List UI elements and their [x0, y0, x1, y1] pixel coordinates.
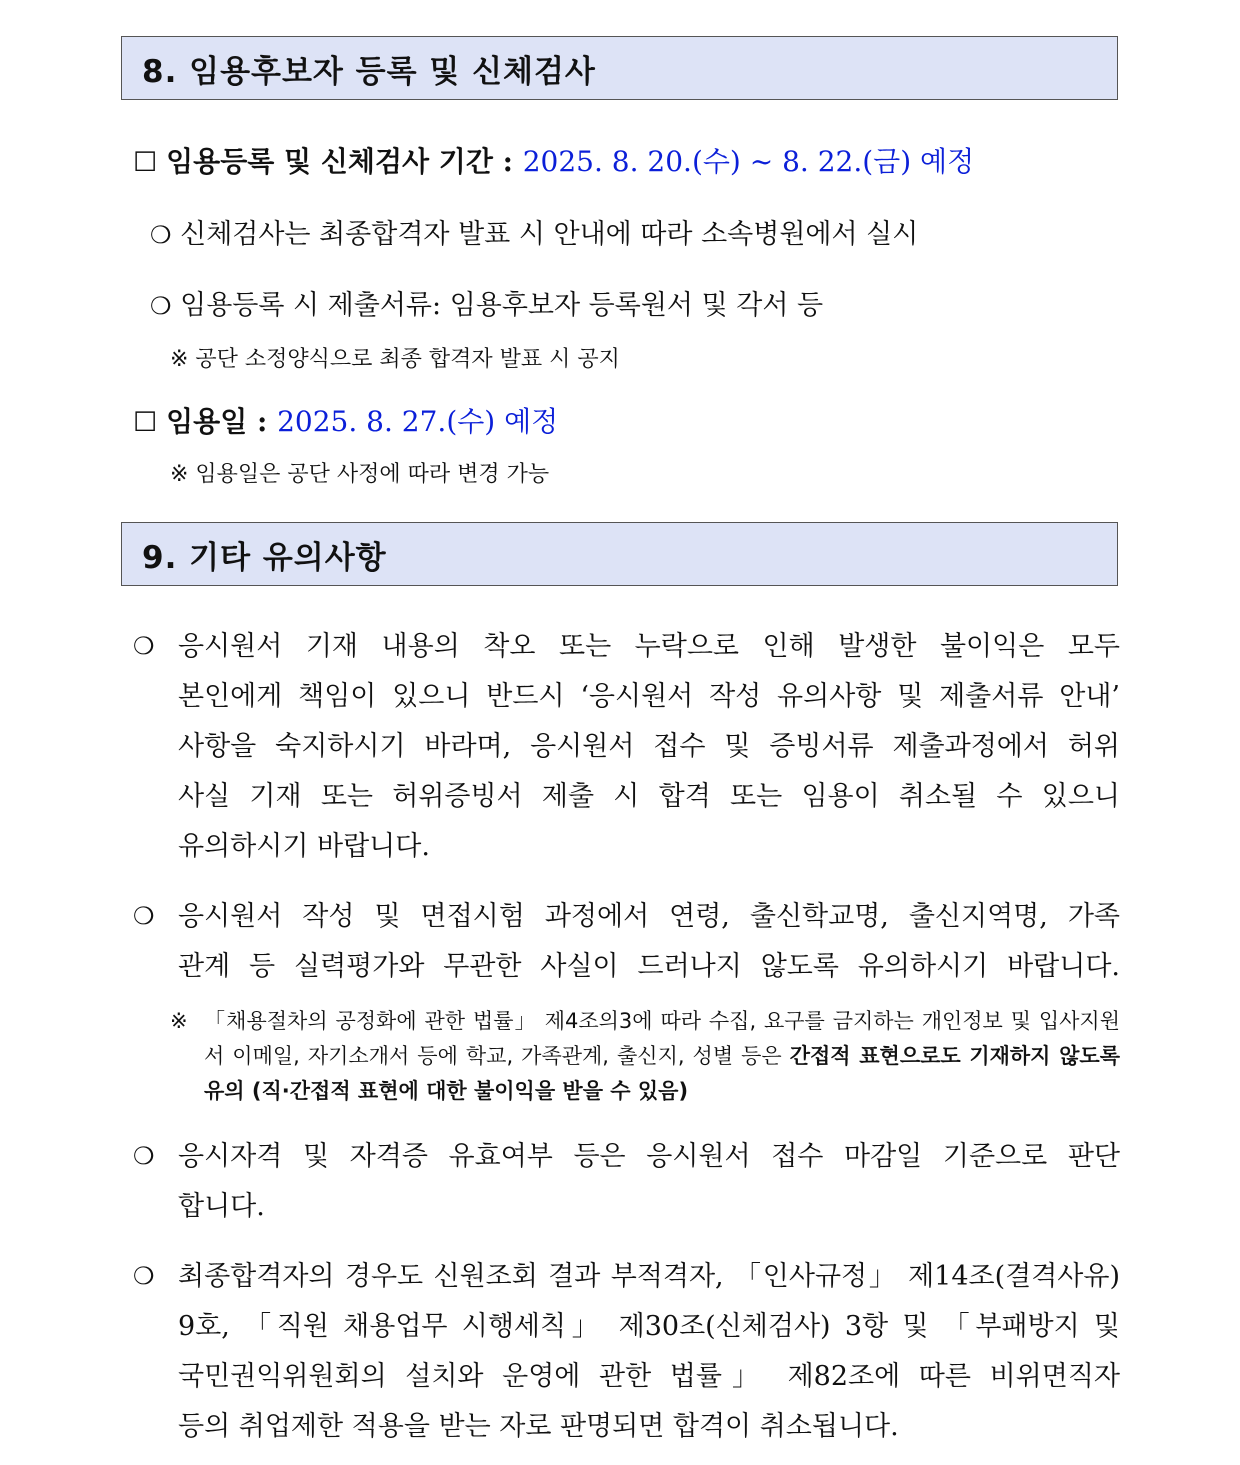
paragraph-line: 본인에게 책임이 있으니 반드시 ‘응시원서 작성 유의사항 및 제출서류 안내’: [178, 681, 1120, 712]
registration-period-label: 임용등록 및 신체검사 기간 :: [166, 145, 523, 178]
documents-line: [150, 283, 823, 322]
notice-paragraph-4: [178, 1252, 1120, 1452]
paragraph-line: 등의 취업제한 적용을 받는 자로 판명되면 합격이 취소됩니다.: [178, 1411, 899, 1442]
appointment-note: ※ 임용일은 공단 사정에 따라 변경 가능: [170, 462, 550, 487]
paragraph-line: 응시자격 및 자격증 유효여부 등은 응시원서 접수 마감일 기준으로 판단: [178, 1141, 1120, 1172]
registration-period-date: 2025. 8. 20.(수) ~ 8. 22.(금) 예정: [522, 145, 975, 178]
appointment-date-line: [133, 400, 558, 440]
section-8-header: [121, 36, 1118, 100]
paragraph-line: 사실 기재 또는 허위증빙서 제출 시 합격 또는 임용이 취소될 수 있으니: [178, 781, 1120, 812]
circle-bullet-icon: ❍: [150, 292, 172, 320]
notice-paragraph-2: [178, 892, 1120, 992]
checkbox-square-icon: ☐: [133, 407, 158, 438]
section-9-header: [121, 522, 1118, 586]
form-note: ※ 공단 소정양식으로 최종 합격자 발표 시 공지: [170, 347, 620, 372]
paragraph-line: 관계 등 실력평가와 무관한 사실이 드러나지 않도록 유의하시기 바랍니다.: [178, 951, 1120, 982]
privacy-note: [170, 1004, 1120, 1109]
paragraph-line: 응시원서 작성 및 면접시험 과정에서 연령, 출신학교명, 출신지역명, 가족: [178, 901, 1120, 932]
privacy-note-text: 「채용절차의 공정화에 관한 법률」 제4조의3에 따라 수집, 요구를 금지하는 개인정보 및 입사지원서 이메일, 자기소개서 등에 학교, 가족관계, 출신지, 성별 등은: [204, 1009, 1120, 1068]
notice-paragraph-3: [178, 1132, 1120, 1232]
physical-exam-line: [150, 212, 918, 251]
paragraph-line: 국민권익위원회의 설치와 운영에 관한 법률」 제82조에 따른 비위면직자: [178, 1361, 1120, 1392]
paragraph-line: 사항을 숙지하시기 바라며, 응시원서 접수 및 증빙서류 제출과정에서 허위: [178, 731, 1120, 762]
circle-bullet-icon: ❍: [133, 632, 155, 660]
appointment-date-value: 2025. 8. 27.(수) 예정: [277, 405, 559, 438]
circle-bullet-icon: ❍: [150, 221, 172, 249]
registration-period-line: [133, 140, 974, 180]
checkbox-square-icon: ☐: [133, 147, 158, 178]
physical-exam-text: 신체검사는 최종합격자 발표 시 안내에 따라 소속병원에서 실시: [180, 219, 919, 250]
privacy-note-bold: 간접적 표현으로도 기재하지 않도록 유의 (직·간접적 표현에 대한 불이익을 받을 수 있음): [204, 1044, 1120, 1103]
appointment-date-label: 임용일 :: [166, 405, 278, 438]
paragraph-line: 유의하시기 바랍니다.: [178, 831, 430, 862]
notice-paragraph-1: [178, 622, 1120, 872]
documents-text: 임용등록 시 제출서류: 임용후보자 등록원서 및 각서 등: [180, 290, 824, 321]
paragraph-line: 합니다.: [178, 1191, 265, 1222]
circle-bullet-icon: ❍: [133, 1142, 155, 1170]
paragraph-line: 최종합격자의 경우도 신원조회 결과 부적격자, 「인사규정」 제14조(결격사유): [178, 1261, 1120, 1292]
paragraph-line: 응시원서 기재 내용의 착오 또는 누락으로 인해 발생한 불이익은 모두: [178, 631, 1120, 662]
section-8-title: 8. 임용후보자 등록 및 신체검사: [142, 53, 596, 90]
section-9-title: 9. 기타 유의사항: [142, 539, 387, 576]
reference-mark: ※: [170, 1009, 188, 1033]
circle-bullet-icon: ❍: [133, 902, 155, 930]
paragraph-line: 9호, 「직원 채용업무 시행세칙」 제30조(신체검사) 3항 및 「부패방지 및: [178, 1311, 1120, 1342]
circle-bullet-icon: ❍: [133, 1262, 155, 1290]
